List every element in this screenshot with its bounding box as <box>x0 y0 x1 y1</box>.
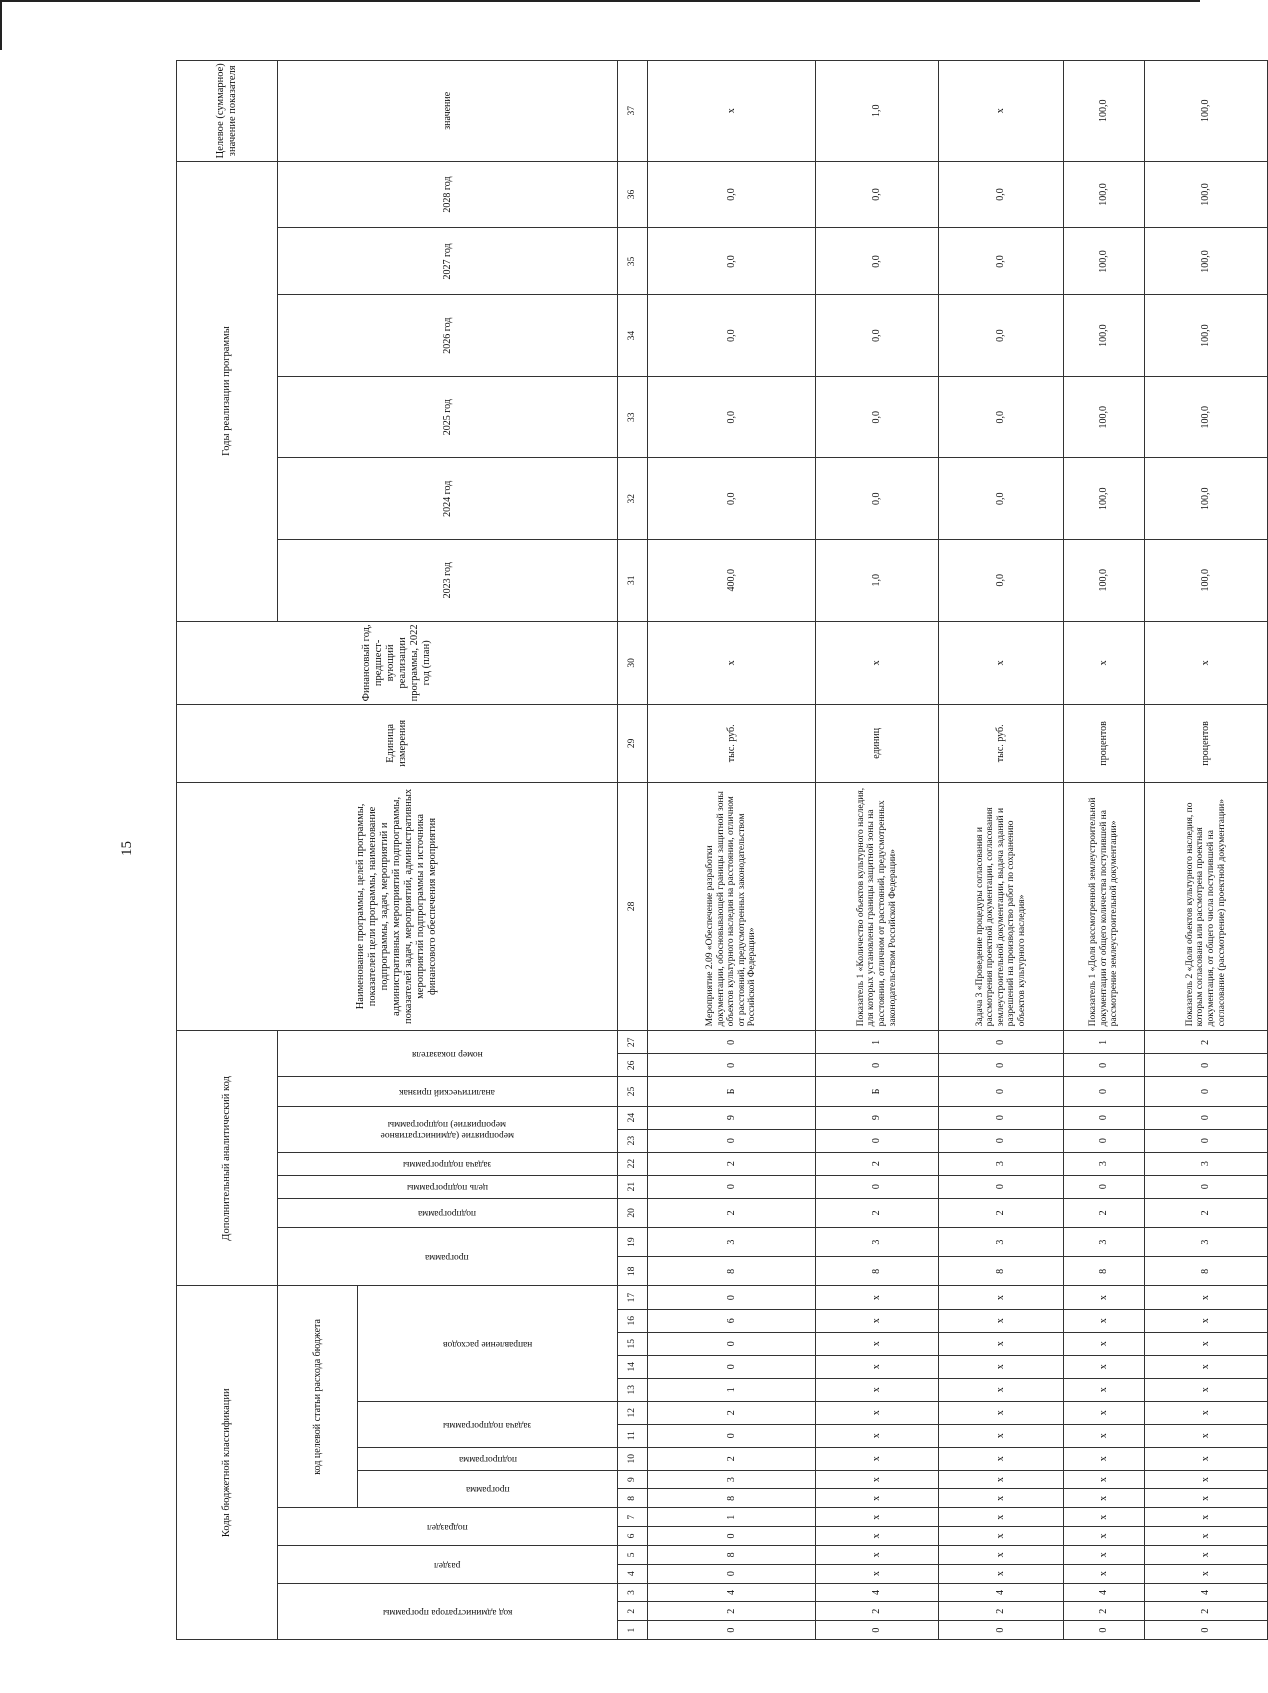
year-value-cell: 0,0 <box>648 295 816 377</box>
podrazdel-header: подраздел <box>277 1508 617 1546</box>
code-cell: 0 <box>1064 1175 1145 1198</box>
code-cell: 2 <box>815 1198 938 1227</box>
code-cell: х <box>1064 1527 1145 1546</box>
column-number: 36 <box>617 161 647 228</box>
code-cell: х <box>815 1447 938 1470</box>
code-cell: х <box>939 1424 1064 1447</box>
column-number: 10 <box>617 1447 647 1470</box>
column-number: 35 <box>617 228 647 295</box>
code-cell: х <box>939 1545 1064 1564</box>
code-cell: 1 <box>648 1378 816 1401</box>
row-name-cell: Показатель 2 «Доля объектов культурного наследия, по которым согласована или рассмотрена проектная документация, от общего числа поступившей на согласование (рассмотрение) проектной документации» <box>1144 782 1267 1031</box>
year-header-2024: 2024 год <box>277 458 617 540</box>
code-cell: х <box>1144 1286 1267 1309</box>
admin-code-header: код администратора программы <box>277 1583 617 1639</box>
code-cell: х <box>1144 1508 1267 1527</box>
code-cell: х <box>939 1527 1064 1546</box>
code-cell: Б <box>815 1077 938 1106</box>
code-cell: х <box>815 1309 938 1332</box>
code-cell: х <box>1144 1401 1267 1424</box>
dop-cel-header: цель подпрограммы <box>277 1175 617 1198</box>
fin-year-cell: х <box>815 621 938 705</box>
column-number: 18 <box>617 1257 647 1286</box>
year-value-cell: 400,0 <box>648 540 816 622</box>
code-cell: 1 <box>648 1508 816 1527</box>
column-number: 6 <box>617 1527 647 1546</box>
code-cell: 4 <box>1064 1583 1145 1602</box>
year-header-2027: 2027 год <box>277 228 617 295</box>
column-number: 9 <box>617 1470 647 1489</box>
code-cell: 2 <box>939 1198 1064 1227</box>
code-cell: 0 <box>648 1129 816 1152</box>
razdel-header: раздел <box>277 1545 617 1583</box>
column-number: 20 <box>617 1198 647 1227</box>
code-cell: х <box>939 1355 1064 1378</box>
fin-year-column-header: Финансовый год, предшест-вующий реализации программы, 2022 год (план) <box>177 621 618 705</box>
row-name-cell: Мероприятие 2.09 «Обеспечение разработки документации, обосновывающей границы защитной зоны объектов культурного наследия на расстоянии, отличном от расстояний, предусмотренных законодательством Российской Федерации» <box>648 782 816 1031</box>
extra-codes-header: Дополнительный аналитический код <box>177 1031 278 1286</box>
code-cell: 4 <box>939 1583 1064 1602</box>
year-header-2028: 2028 год <box>277 161 617 228</box>
code-cell: х <box>939 1564 1064 1583</box>
code-cell: 0 <box>1064 1129 1145 1152</box>
code-cell: 0 <box>648 1527 816 1546</box>
code-cell: 0 <box>1144 1175 1267 1198</box>
code-cell: х <box>939 1286 1064 1309</box>
code-cell: х <box>815 1489 938 1508</box>
column-number: 17 <box>617 1286 647 1309</box>
column-number: 31 <box>617 540 647 622</box>
year-value-cell: 0,0 <box>648 458 816 540</box>
year-value-cell: 0,0 <box>939 376 1064 458</box>
code-cell: 2 <box>1064 1602 1145 1621</box>
unit-cell: тыс. руб. <box>939 705 1064 782</box>
year-value-cell: 0,0 <box>815 228 938 295</box>
code-cell: х <box>939 1378 1064 1401</box>
budget-codes-header: Коды бюджетной классификации <box>177 1286 278 1640</box>
code-cell: х <box>1144 1447 1267 1470</box>
year-value-cell: 100,0 <box>1064 540 1145 622</box>
napravlenie-header: направление расходов <box>358 1286 618 1401</box>
code-cell: х <box>815 1545 938 1564</box>
code-cell: 0 <box>648 1424 816 1447</box>
year-value-cell: 0,0 <box>939 295 1064 377</box>
year-value-cell: 0,0 <box>815 458 938 540</box>
column-number: 24 <box>617 1106 647 1129</box>
column-number: 3 <box>617 1583 647 1602</box>
column-numbers-row <box>617 61 647 1640</box>
table-row <box>1144 61 1267 1640</box>
code-cell: 0 <box>1144 1106 1267 1129</box>
code-cell: х <box>1064 1355 1145 1378</box>
code-cell: 0 <box>648 1355 816 1378</box>
fin-year-cell: х <box>939 621 1064 705</box>
year-value-cell: 0,0 <box>939 540 1064 622</box>
code-cell: х <box>939 1508 1064 1527</box>
column-number: 16 <box>617 1309 647 1332</box>
year-value-cell: 0,0 <box>815 295 938 377</box>
code-cell: 0 <box>815 1054 938 1077</box>
code-cell: х <box>815 1355 938 1378</box>
unit-column-header: Единица измерения <box>177 705 618 782</box>
row-name-cell: Показатель 1 «Количество объектов культурного наследия, для которых установлены границы защитной зоны на расстоянии, отличном от расстояний, предусмотренных законодательством Российской Федерации» <box>815 782 938 1031</box>
code-cell: 0 <box>939 1175 1064 1198</box>
code-cell: Б <box>648 1077 816 1106</box>
code-cell: 0 <box>815 1621 938 1640</box>
code-cell: х <box>1064 1332 1145 1355</box>
expense-code-header: код целевой статьи расхода бюджета <box>277 1286 358 1508</box>
column-number: 29 <box>617 705 647 782</box>
table-row <box>815 61 938 1640</box>
code-cell: х <box>1064 1489 1145 1508</box>
dop-priznak-header: аналитический признак <box>277 1077 617 1106</box>
name-column-header: Наименование программы, целей программы, показателей цели программы, наименование подпрограммы, задач, мероприятий и административных мероприятий подпрограммы, показателей задач, мероприятий, административных мероприятий подпрограммы и источника финансового обеспечения мероприятия <box>177 782 618 1031</box>
code-cell: 2 <box>648 1602 816 1621</box>
code-cell: 0 <box>648 1564 816 1583</box>
code-cell: х <box>939 1489 1064 1508</box>
years-group-header: Годы реализации программы <box>177 161 278 621</box>
column-number: 32 <box>617 458 647 540</box>
code-cell: 4 <box>648 1583 816 1602</box>
target-sub-header: значение <box>277 61 617 162</box>
code-cell: х <box>1144 1355 1267 1378</box>
column-number: 21 <box>617 1175 647 1198</box>
code-cell: 0 <box>939 1621 1064 1640</box>
page-number: 15 <box>119 841 135 856</box>
code-cell: 0 <box>939 1077 1064 1106</box>
code-cell: 3 <box>648 1227 816 1256</box>
row-name-cell: Задача 3 «Проведение процедуры согласования и рассмотрения проектной документации, согласования землеустроительной документации, выдача заданий и разрешений на производство работ по сохранению объектов культурного наследия» <box>939 782 1064 1031</box>
code-cell: 2 <box>648 1401 816 1424</box>
column-number: 26 <box>617 1054 647 1077</box>
code-cell: 9 <box>815 1106 938 1129</box>
table-row <box>939 61 1064 1640</box>
code-cell: 3 <box>1064 1152 1145 1175</box>
target-value-cell: 100,0 <box>1064 61 1145 162</box>
code-cell: 8 <box>648 1489 816 1508</box>
column-number: 19 <box>617 1227 647 1256</box>
programma-header: программа <box>358 1470 618 1508</box>
code-cell: х <box>815 1332 938 1355</box>
column-number: 4 <box>617 1564 647 1583</box>
code-cell: 0 <box>1064 1077 1145 1106</box>
code-cell: х <box>815 1378 938 1401</box>
code-cell: 0 <box>648 1332 816 1355</box>
dop-nomer-header: номер показателя <box>277 1031 617 1077</box>
year-value-cell: 100,0 <box>1064 295 1145 377</box>
code-cell: 1 <box>815 1031 938 1054</box>
table-row <box>1064 61 1145 1640</box>
unit-cell: процентов <box>1144 705 1267 782</box>
dop-meropriyatie-header: мероприятие (административное мероприятие) подпрограммы <box>277 1106 617 1152</box>
code-cell: х <box>1144 1564 1267 1583</box>
year-value-cell: 100,0 <box>1064 161 1145 228</box>
year-value-cell: 1,0 <box>815 540 938 622</box>
code-cell: 0 <box>648 1175 816 1198</box>
year-value-cell: 0,0 <box>939 458 1064 540</box>
table-row <box>648 61 816 1640</box>
column-number: 1 <box>617 1621 647 1640</box>
year-value-cell: 0,0 <box>648 376 816 458</box>
year-value-cell: 0,0 <box>939 161 1064 228</box>
target-value-cell: х <box>648 61 816 162</box>
code-cell: 0 <box>648 1621 816 1640</box>
code-cell: 0 <box>939 1054 1064 1077</box>
column-number: 30 <box>617 621 647 705</box>
dop-zadacha-header: задача подпрограммы <box>277 1152 617 1175</box>
target-value-cell: 1,0 <box>815 61 938 162</box>
code-cell: 6 <box>648 1309 816 1332</box>
year-value-cell: 0,0 <box>815 376 938 458</box>
code-cell: 8 <box>1064 1257 1145 1286</box>
code-cell: 2 <box>939 1602 1064 1621</box>
column-number: 37 <box>617 61 647 162</box>
year-value-cell: 100,0 <box>1144 376 1267 458</box>
code-cell: х <box>1144 1378 1267 1401</box>
unit-cell: процентов <box>1064 705 1145 782</box>
podprogramma-header: подпрограмма <box>358 1447 618 1470</box>
code-cell: 3 <box>939 1152 1064 1175</box>
year-value-cell: 0,0 <box>939 228 1064 295</box>
code-cell: х <box>939 1401 1064 1424</box>
code-cell: х <box>1144 1309 1267 1332</box>
year-value-cell: 100,0 <box>1144 458 1267 540</box>
code-cell: 4 <box>815 1583 938 1602</box>
code-cell: 0 <box>939 1031 1064 1054</box>
code-cell: х <box>1144 1470 1267 1489</box>
code-cell: х <box>939 1332 1064 1355</box>
target-column-header: Целевое (суммарное) значение показателя <box>177 61 278 162</box>
dop-podprogramma-header: подпрограмма <box>277 1198 617 1227</box>
code-cell: 0 <box>1144 1054 1267 1077</box>
code-cell: х <box>1144 1332 1267 1355</box>
code-cell: х <box>939 1470 1064 1489</box>
code-cell: 3 <box>939 1227 1064 1256</box>
column-number: 34 <box>617 295 647 377</box>
code-cell: 0 <box>815 1129 938 1152</box>
code-cell: х <box>815 1564 938 1583</box>
code-cell: 2 <box>1144 1198 1267 1227</box>
zadacha-header: задача подпрограммы <box>358 1401 618 1447</box>
code-cell: х <box>1064 1401 1145 1424</box>
code-cell: х <box>1064 1309 1145 1332</box>
fin-year-cell: х <box>1144 621 1267 705</box>
code-cell: 2 <box>648 1152 816 1175</box>
column-number: 28 <box>617 782 647 1031</box>
table-frame <box>176 60 1268 1640</box>
code-cell: х <box>939 1447 1064 1470</box>
code-cell: 0 <box>1144 1621 1267 1640</box>
code-cell: х <box>815 1286 938 1309</box>
column-number: 12 <box>617 1401 647 1424</box>
year-value-cell: 100,0 <box>1064 228 1145 295</box>
unit-cell: тыс. руб. <box>648 705 816 782</box>
fin-year-cell: х <box>648 621 816 705</box>
program-indicators-table <box>176 60 1268 1640</box>
code-cell: 8 <box>648 1257 816 1286</box>
code-cell: 0 <box>648 1031 816 1054</box>
code-cell: 8 <box>648 1545 816 1564</box>
column-number: 22 <box>617 1152 647 1175</box>
code-cell: 0 <box>939 1106 1064 1129</box>
column-number: 25 <box>617 1077 647 1106</box>
code-cell: 4 <box>1144 1583 1267 1602</box>
target-value-cell: х <box>939 61 1064 162</box>
code-cell: х <box>815 1470 938 1489</box>
year-value-cell: 100,0 <box>1144 540 1267 622</box>
code-cell: 2 <box>1144 1602 1267 1621</box>
code-cell: х <box>1064 1286 1145 1309</box>
column-number: 11 <box>617 1424 647 1447</box>
column-number: 7 <box>617 1508 647 1527</box>
code-cell: х <box>1064 1424 1145 1447</box>
code-cell: 2 <box>1144 1031 1267 1054</box>
code-cell: х <box>1064 1564 1145 1583</box>
code-cell: х <box>1144 1545 1267 1564</box>
code-cell: 0 <box>939 1129 1064 1152</box>
year-header-2026: 2026 год <box>277 295 617 377</box>
code-cell: 0 <box>1144 1077 1267 1106</box>
code-cell: 3 <box>1144 1227 1267 1256</box>
code-cell: 0 <box>648 1054 816 1077</box>
column-number: 13 <box>617 1378 647 1401</box>
code-cell: 2 <box>648 1198 816 1227</box>
year-value-cell: 0,0 <box>815 161 938 228</box>
code-cell: 3 <box>648 1470 816 1489</box>
code-cell: 8 <box>1144 1257 1267 1286</box>
rotated-table-container <box>176 60 1268 1640</box>
code-cell: 2 <box>648 1447 816 1470</box>
year-value-cell: 100,0 <box>1144 295 1267 377</box>
code-cell: х <box>1144 1424 1267 1447</box>
column-number: 27 <box>617 1031 647 1054</box>
year-header-2025: 2025 год <box>277 376 617 458</box>
unit-cell: единиц <box>815 705 938 782</box>
code-cell: х <box>815 1527 938 1546</box>
code-cell: 2 <box>815 1152 938 1175</box>
year-value-cell: 100,0 <box>1144 228 1267 295</box>
code-cell: 2 <box>1064 1198 1145 1227</box>
year-value-cell: 0,0 <box>648 161 816 228</box>
year-value-cell: 100,0 <box>1064 376 1145 458</box>
code-cell: х <box>1144 1527 1267 1546</box>
code-cell: 1 <box>1064 1031 1145 1054</box>
code-cell: 3 <box>815 1227 938 1256</box>
year-value-cell: 100,0 <box>1144 161 1267 228</box>
code-cell: 8 <box>815 1257 938 1286</box>
code-cell: х <box>1144 1489 1267 1508</box>
code-cell: х <box>1064 1378 1145 1401</box>
fin-year-cell: х <box>1064 621 1145 705</box>
code-cell: 9 <box>648 1106 816 1129</box>
year-value-cell: 0,0 <box>648 228 816 295</box>
column-number: 2 <box>617 1602 647 1621</box>
row-name-cell: Показатель 1 «Доля рассмотренной землеустроительной документации от общего количества поступившей на рассмотрение землеустроительной документации» <box>1064 782 1145 1031</box>
code-cell: х <box>1064 1508 1145 1527</box>
code-cell: 0 <box>1144 1129 1267 1152</box>
code-cell: х <box>815 1508 938 1527</box>
column-number: 33 <box>617 376 647 458</box>
code-cell: 3 <box>1144 1152 1267 1175</box>
code-cell: 0 <box>1064 1621 1145 1640</box>
dop-programma-header: программа <box>277 1227 617 1286</box>
year-value-cell: 100,0 <box>1064 458 1145 540</box>
target-value-cell: 100,0 <box>1144 61 1267 162</box>
code-cell: 3 <box>1064 1227 1145 1256</box>
code-cell: 0 <box>1064 1106 1145 1129</box>
code-cell: 8 <box>939 1257 1064 1286</box>
top-edge-line <box>0 0 1200 2</box>
code-cell: 0 <box>648 1286 816 1309</box>
year-header-2023: 2023 год <box>277 540 617 622</box>
column-number: 15 <box>617 1332 647 1355</box>
column-number: 23 <box>617 1129 647 1152</box>
code-cell: 0 <box>815 1175 938 1198</box>
column-number: 14 <box>617 1355 647 1378</box>
code-cell: х <box>1064 1545 1145 1564</box>
code-cell: 2 <box>815 1602 938 1621</box>
code-cell: х <box>815 1424 938 1447</box>
left-edge-line <box>0 0 2 50</box>
column-number: 5 <box>617 1545 647 1564</box>
code-cell: х <box>1064 1447 1145 1470</box>
code-cell: х <box>815 1401 938 1424</box>
code-cell: х <box>939 1309 1064 1332</box>
column-number: 8 <box>617 1489 647 1508</box>
code-cell: 0 <box>1064 1054 1145 1077</box>
code-cell: х <box>1064 1470 1145 1489</box>
